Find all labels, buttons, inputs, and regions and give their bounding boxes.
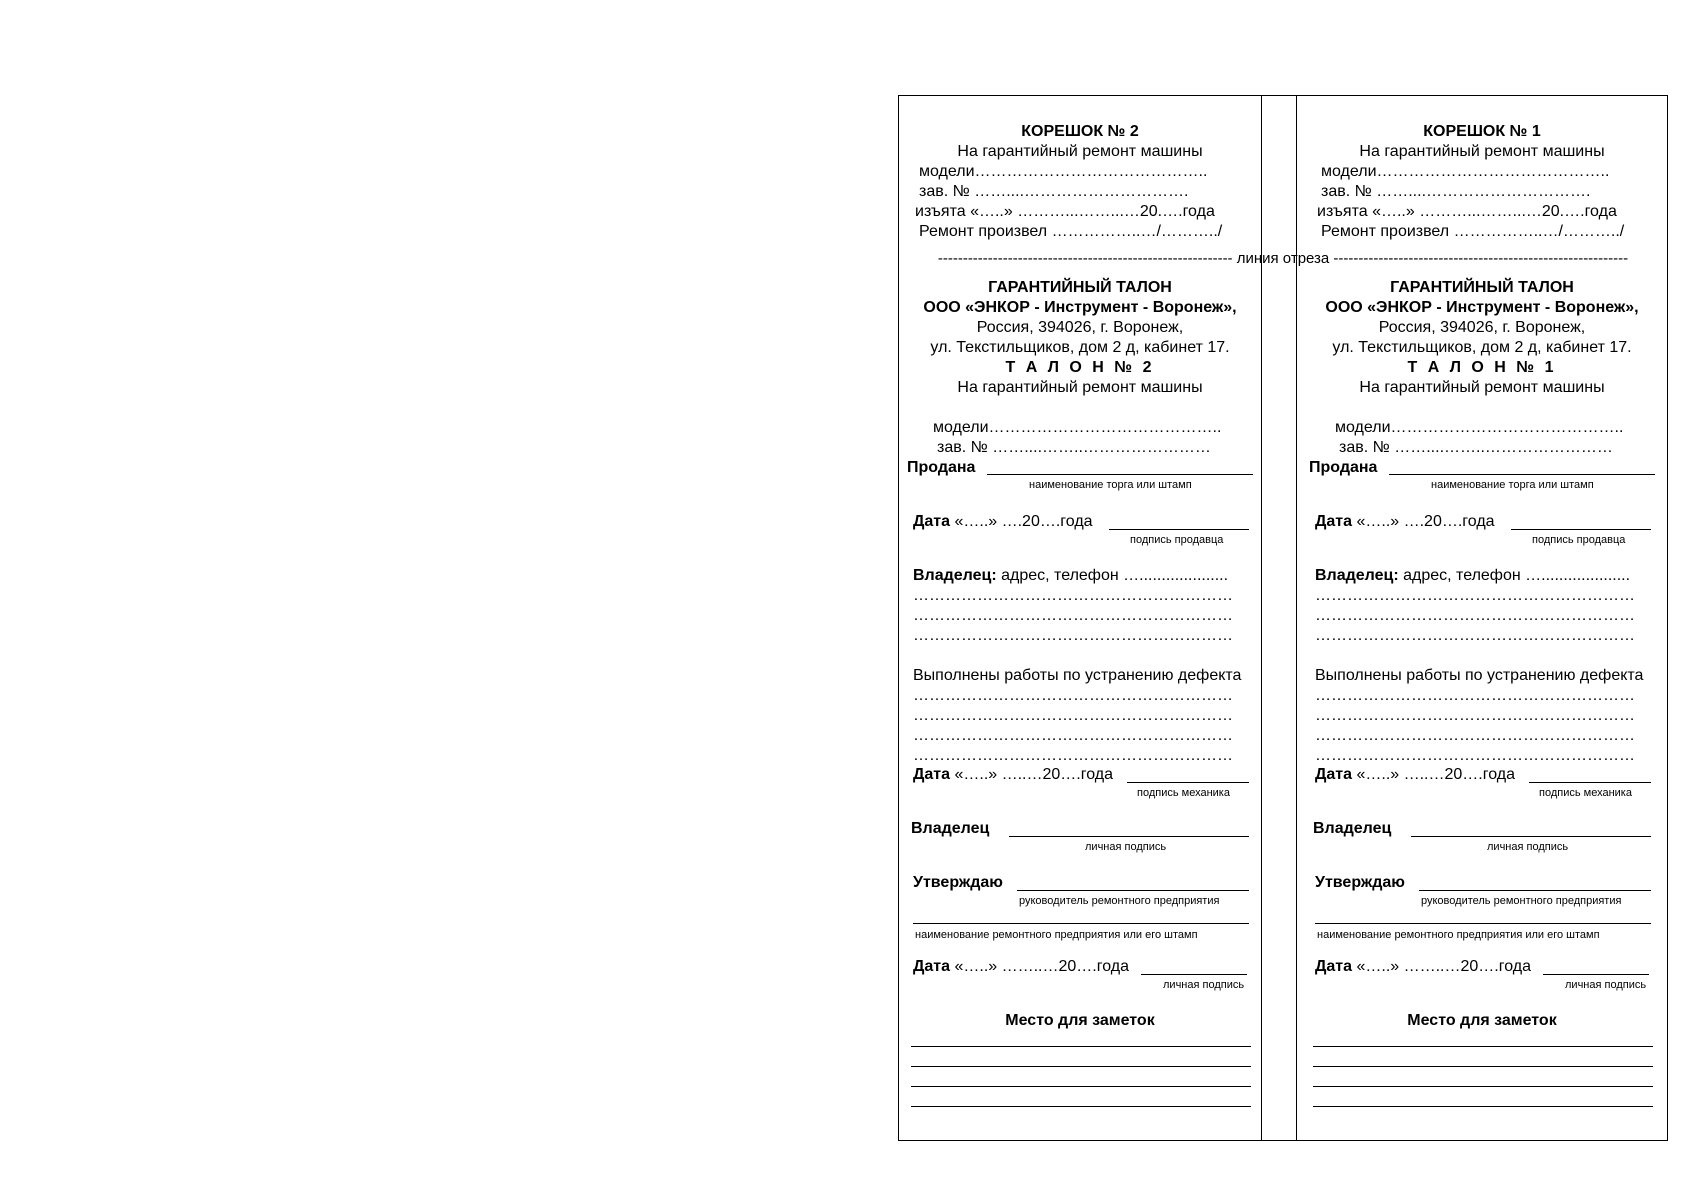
owner-address bbox=[913, 566, 1253, 586]
sold-rule bbox=[987, 474, 1253, 475]
dotted-line: …………………………………………………… bbox=[913, 727, 1233, 744]
sold-label: Продана bbox=[1309, 459, 1378, 476]
coupon-line: На гарантийный ремонт машины bbox=[957, 379, 1203, 396]
stub-model: модели…………………………………….. bbox=[1321, 163, 1610, 180]
dotted-line: …………………………………………………… bbox=[1315, 587, 1635, 604]
cut-line: ----------------------------------------------------------- линия отреза ----------------------------------------------------------- bbox=[937, 251, 1629, 267]
address-line-1: Россия, 394026, г. Воронеж, bbox=[1378, 319, 1586, 336]
notes-line bbox=[1313, 1086, 1653, 1087]
approve-label: Утверждаю bbox=[1315, 874, 1405, 891]
dotted-line: …………………………………………………… bbox=[913, 587, 1233, 604]
seller-sign-rule bbox=[1511, 529, 1651, 530]
date-label: Дата bbox=[913, 958, 951, 975]
date-label: Дата bbox=[1315, 513, 1353, 530]
seller-caption: подпись продавца bbox=[1532, 534, 1626, 546]
coupon-number: Т А Л О Н № 2 bbox=[1005, 359, 1155, 376]
enterprise-caption: наименование ремонтного предприятия или его штамп bbox=[915, 929, 1198, 941]
owner-sign-rule bbox=[1009, 836, 1249, 837]
seller-sign-rule bbox=[1109, 529, 1249, 530]
warranty-sheet bbox=[898, 95, 1668, 1141]
personal-caption: личная подпись bbox=[1163, 979, 1245, 991]
personal-caption: личная подпись bbox=[1085, 841, 1167, 853]
date-label: Дата bbox=[913, 513, 951, 530]
stub-line: На гарантийный ремонт машины bbox=[957, 143, 1203, 160]
stub-title: КОРЕШОК № 1 bbox=[1423, 123, 1541, 140]
sold-rule bbox=[1389, 474, 1655, 475]
company-name: ООО «ЭНКОР - Инструмент - Воронеж», bbox=[923, 299, 1237, 316]
dotted-line: …………………………………………………… bbox=[913, 687, 1233, 704]
date-label: Дата bbox=[913, 766, 951, 783]
personal-caption: личная подпись bbox=[1565, 979, 1647, 991]
stub-title: КОРЕШОК № 2 bbox=[1021, 123, 1139, 140]
stub-repair: Ремонт произвел ……………..…/………../ bbox=[1321, 223, 1625, 240]
date-label: Дата bbox=[1315, 958, 1353, 975]
owner-address bbox=[1315, 566, 1655, 586]
seller-caption: подпись продавца bbox=[1130, 534, 1224, 546]
dotted-line: …………………………………………………… bbox=[1315, 727, 1635, 744]
owner-text: адрес, телефон ….................... bbox=[1398, 567, 1631, 584]
serial-field: зав. № ……....……..…………………… bbox=[937, 439, 1211, 456]
date-label: Дата bbox=[1315, 766, 1353, 783]
date-text: «…..» ….20….года bbox=[950, 513, 1093, 530]
approve-sign-rule bbox=[1141, 974, 1247, 975]
head-caption: руководитель ремонтного предприятия bbox=[1421, 895, 1622, 907]
dotted-line: …………………………………………………… bbox=[913, 747, 1233, 764]
model-field: модели…………………………………….. bbox=[1335, 419, 1624, 436]
stub-serial: зав. № ……....…………………………. bbox=[919, 183, 1189, 200]
owner-sign-label: Владелец bbox=[911, 820, 990, 837]
stub-taken: изъята «…..» ………...……...…20.….года bbox=[915, 203, 1215, 220]
mechanic-caption: подпись механика bbox=[1137, 787, 1230, 799]
mechanic-sign-rule bbox=[1529, 782, 1651, 783]
date-text: «…..» ……..…20….года bbox=[1352, 958, 1532, 975]
sold-label: Продана bbox=[907, 459, 976, 476]
owner-sign-label: Владелец bbox=[1313, 820, 1392, 837]
approve-rule bbox=[1419, 890, 1651, 891]
notes-title: Место для заметок bbox=[1005, 1012, 1155, 1029]
approve-sign-rule bbox=[1543, 974, 1649, 975]
model-field: модели…………………………………….. bbox=[933, 419, 1222, 436]
notes-line bbox=[1313, 1066, 1653, 1067]
notes-line bbox=[911, 1106, 1251, 1107]
approve-label: Утверждаю bbox=[913, 874, 1003, 891]
approve-rule bbox=[1017, 890, 1249, 891]
stub-line: На гарантийный ремонт машины bbox=[1359, 143, 1605, 160]
address-line-2: ул. Текстильщиков, дом 2 д, кабинет 17. bbox=[1332, 339, 1632, 356]
dotted-line: …………………………………………………… bbox=[1315, 607, 1635, 624]
dotted-line: …………………………………………………… bbox=[1315, 687, 1635, 704]
works-label: Выполнены работы по устранению дефекта bbox=[913, 667, 1242, 684]
serial-field: зав. № ……....……..…………………… bbox=[1339, 439, 1613, 456]
enterprise-rule bbox=[1315, 923, 1651, 924]
address-line-1: Россия, 394026, г. Воронеж, bbox=[976, 319, 1184, 336]
notes-line bbox=[1313, 1046, 1653, 1047]
date-text: «…..» …..…20….года bbox=[1352, 766, 1516, 783]
owner-sign-rule bbox=[1411, 836, 1651, 837]
sold-caption: наименование торга или штамп bbox=[1431, 479, 1594, 491]
notes-title: Место для заметок bbox=[1407, 1012, 1557, 1029]
notes-line bbox=[911, 1086, 1251, 1087]
notes-line bbox=[1313, 1106, 1653, 1107]
notes-line bbox=[911, 1046, 1251, 1047]
coupon-number: Т А Л О Н № 1 bbox=[1407, 359, 1557, 376]
enterprise-rule bbox=[913, 923, 1249, 924]
notes-line bbox=[911, 1066, 1251, 1067]
dotted-line: …………………………………………………… bbox=[1315, 627, 1635, 644]
owner-label: Владелец: bbox=[1315, 567, 1399, 584]
stub-repair: Ремонт произвел ……………..…/………../ bbox=[919, 223, 1223, 240]
address-line-2: ул. Текстильщиков, дом 2 д, кабинет 17. bbox=[930, 339, 1230, 356]
dotted-line: …………………………………………………… bbox=[1315, 747, 1635, 764]
dotted-line: …………………………………………………… bbox=[913, 607, 1233, 624]
works-label: Выполнены работы по устранению дефекта bbox=[1315, 667, 1644, 684]
dotted-line: …………………………………………………… bbox=[913, 707, 1233, 724]
coupon-title: ГАРАНТИЙНЫЙ ТАЛОН bbox=[1390, 279, 1574, 296]
dotted-line: …………………………………………………… bbox=[1315, 707, 1635, 724]
date-text: «…..» …..…20….года bbox=[950, 766, 1114, 783]
owner-label: Владелец: bbox=[913, 567, 997, 584]
stub-taken: изъята «…..» ………...……...…20.….года bbox=[1317, 203, 1617, 220]
mechanic-sign-rule bbox=[1127, 782, 1249, 783]
dotted-line: …………………………………………………… bbox=[913, 627, 1233, 644]
coupon-line: На гарантийный ремонт машины bbox=[1359, 379, 1605, 396]
enterprise-caption: наименование ремонтного предприятия или его штамп bbox=[1317, 929, 1600, 941]
date-text: «…..» ……..…20….года bbox=[950, 958, 1130, 975]
stub-model: модели…………………………………….. bbox=[919, 163, 1208, 180]
mechanic-caption: подпись механика bbox=[1539, 787, 1632, 799]
sold-caption: наименование торга или штамп bbox=[1029, 479, 1192, 491]
coupon-title: ГАРАНТИЙНЫЙ ТАЛОН bbox=[988, 279, 1172, 296]
personal-caption: личная подпись bbox=[1487, 841, 1569, 853]
head-caption: руководитель ремонтного предприятия bbox=[1019, 895, 1220, 907]
owner-text: адрес, телефон ….................... bbox=[996, 567, 1229, 584]
stub-serial: зав. № ……....…………………………. bbox=[1321, 183, 1591, 200]
date-text: «…..» ….20….года bbox=[1352, 513, 1495, 530]
company-name: ООО «ЭНКОР - Инструмент - Воронеж», bbox=[1325, 299, 1639, 316]
